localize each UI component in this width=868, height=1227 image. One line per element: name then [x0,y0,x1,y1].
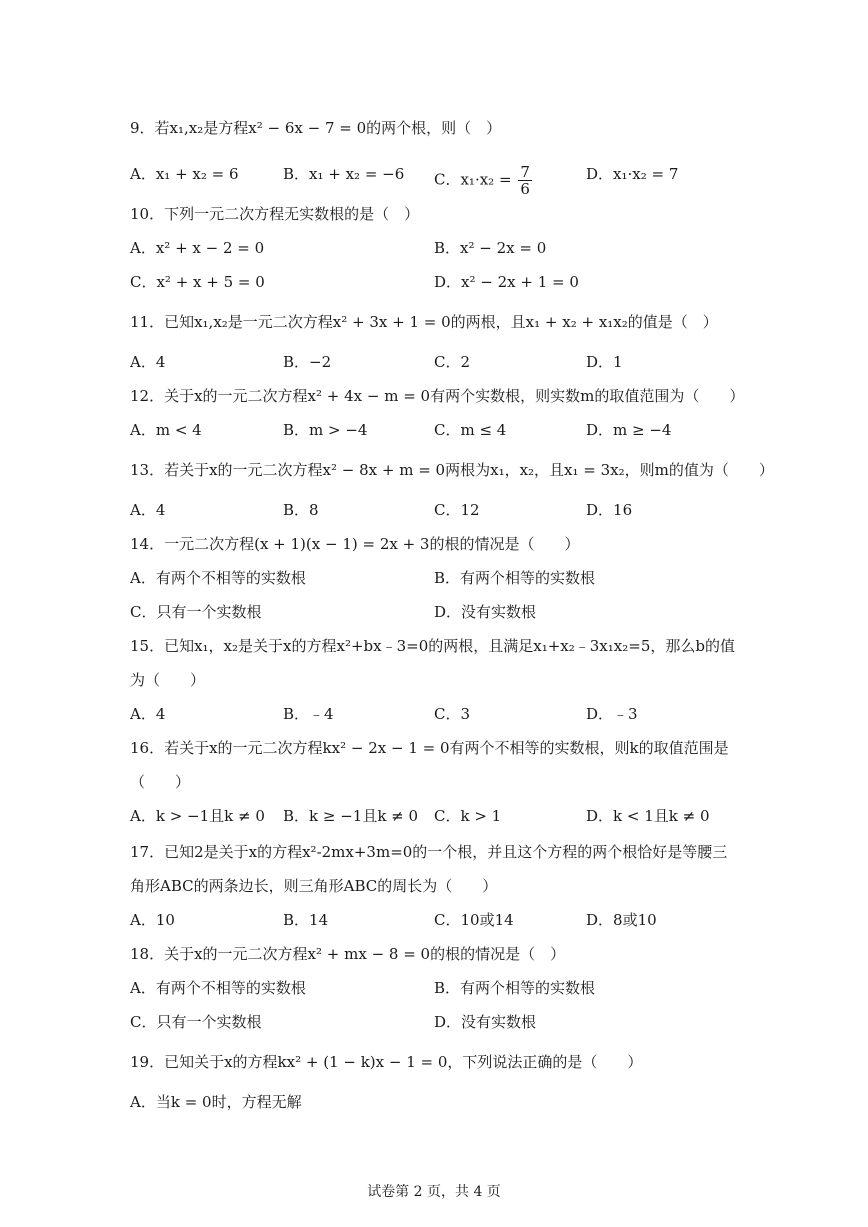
question-17-stem: 17．已知2是关于x的方程x²-2mx+3m=0的一个根，并且这个方程的两个根恰好是等腰三 [130,843,728,861]
question-17-option-a: A．10 [130,911,175,929]
question-13-option-a: A．4 [130,501,166,519]
question-17-stem-continued: 角形ABC的两条边长，则三角形ABC的周长为（ ） [130,877,498,895]
question-9-option-c [434,164,532,197]
question-18-option-c: C．只有一个实数根 [130,1013,262,1031]
question-13-option-c: C．12 [434,501,480,519]
question-17-option-d: D．8或10 [586,911,657,929]
question-16-option-d: D．k < 1且k ≠ 0 [586,807,710,825]
question-12-option-d: D．m ≥ −4 [586,421,672,439]
question-15-option-b: B．﹣4 [283,705,334,723]
question-11-option-b: B．−2 [283,353,332,371]
question-9-option-a: A．x₁ + x₂ = 6 [130,165,239,183]
question-16-option-a: A．k > −1且k ≠ 0 [130,807,265,825]
question-18-option-d: D．没有实数根 [434,1013,537,1031]
question-15-stem-continued: 为（ ） [130,671,206,689]
question-13-stem: 13．若关于x的一元二次方程x² − 8x + m = 0两根为x₁，x₂，且x₁ = 3x₂，则m的值为（ ） [130,461,774,479]
question-12-option-c: C．m ≤ 4 [434,421,507,439]
question-18-option-b: B．有两个相等的实数根 [434,979,596,997]
question-9-option-c-text: C．x₁·x₂ = [434,170,512,189]
question-14-stem: 14．一元二次方程(x + 1)(x − 1) = 2x + 3的根的情况是（ ） [130,535,580,553]
question-10-option-c: C．x² + x + 5 = 0 [130,273,265,291]
question-15-option-c: C．3 [434,705,471,723]
question-11-stem: 11．已知x₁,x₂是一元二次方程x² + 3x + 1 = 0的两根，且x₁ + x₂ + x₁x₂的值是（ ） [130,313,718,331]
question-11-option-d: D．1 [586,353,623,371]
question-12-option-a: A．m < 4 [130,421,202,439]
question-15-option-d: D．﹣3 [586,705,638,723]
question-10-stem: 10．下列一元二次方程无实数根的是（ ） [130,205,420,223]
fraction-numerator: 7 [520,163,530,181]
question-14-option-d: D．没有实数根 [434,603,537,621]
question-16-option-b: B．k ≥ −1且k ≠ 0 [283,807,419,825]
question-18-stem: 18．关于x的一元二次方程x² + mx − 8 = 0的根的情况是（ ） [130,945,566,963]
question-15-stem: 15．已知x₁，x₂是关于x的方程x²+bx﹣3=0的两根，且满足x₁+x₂﹣3x₁x₂=5，那么b的值 [130,637,735,655]
question-19-option-a: A．当k = 0时，方程无解 [130,1093,302,1111]
question-18-option-a: A．有两个不相等的实数根 [130,979,306,997]
question-11-option-a: A．4 [130,353,166,371]
question-14-option-b: B．有两个相等的实数根 [434,569,596,587]
question-16-stem-continued: （ ） [130,773,191,791]
question-10-option-d: D．x² − 2x + 1 = 0 [434,273,579,291]
question-12-option-b: B．m > −4 [283,421,368,439]
question-15-option-a: A．4 [130,705,166,723]
question-16-option-c: C．k > 1 [434,807,502,825]
question-13-option-d: D．16 [586,501,633,519]
fraction [518,164,532,197]
question-14-option-c: C．只有一个实数根 [130,603,262,621]
fraction-denominator: 6 [520,180,530,198]
question-17-option-b: B．14 [283,911,329,929]
question-11-option-c: C．2 [434,353,471,371]
question-9-option-d: D．x₁·x₂ = 7 [586,165,679,183]
question-13-option-b: B．8 [283,501,319,519]
question-17-option-c: C．10或14 [434,911,514,929]
question-12-stem: 12．关于x的一元二次方程x² + 4x − m = 0有两个实数根，则实数m的取值范围为（ ） [130,387,745,405]
question-9-stem: 9．若x₁,x₂是方程x² − 6x − 7 = 0的两个根，则（ ） [130,119,502,137]
page-footer: 试卷第 2 页，共 4 页 [367,1184,501,1200]
question-16-stem: 16．若关于x的一元二次方程kx² − 2x − 1 = 0有两个不相等的实数根，则k的取值范围是 [130,739,729,757]
question-19-stem: 19．已知关于x的方程kx² + (1 − k)x − 1 = 0，下列说法正确的是（ ） [130,1053,643,1071]
question-9-option-b: B．x₁ + x₂ = −6 [283,165,405,183]
question-14-option-a: A．有两个不相等的实数根 [130,569,306,587]
question-10-option-b: B．x² − 2x = 0 [434,239,547,257]
question-10-option-a: A．x² + x − 2 = 0 [130,239,265,257]
